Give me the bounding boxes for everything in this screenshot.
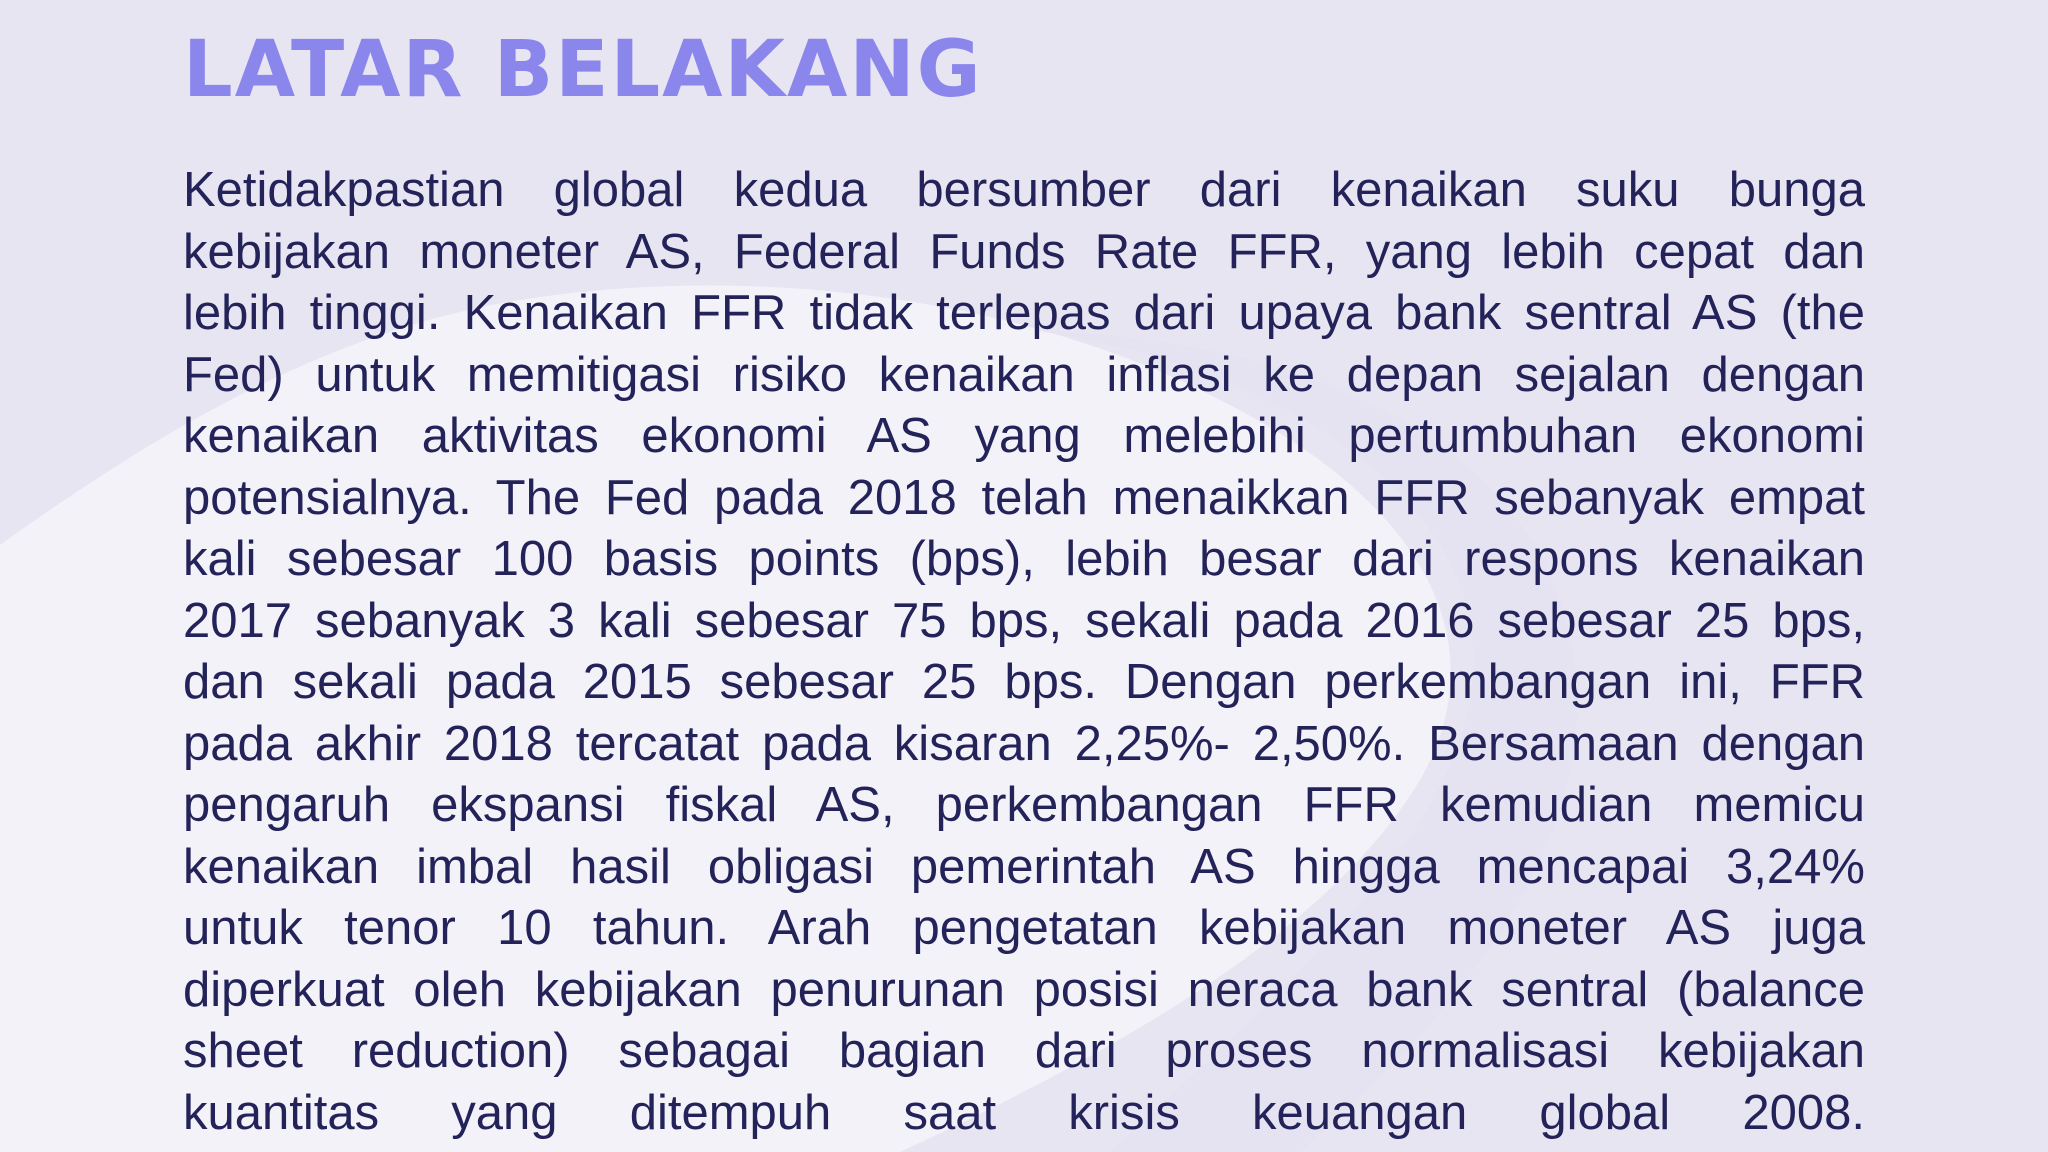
paragraph-line: dan sekali pada 2015 sebesar 25 bps. Dengan perkembangan ini, FFR: [183, 655, 1865, 709]
paragraph-line: sheet reduction) sebagai bagian dari proses normalisasi kebijakan: [183, 1024, 1865, 1078]
body-paragraph: [183, 160, 1865, 1144]
paragraph-line: kenaikan aktivitas ekonomi AS yang melebihi pertumbuhan ekonomi: [183, 409, 1865, 463]
paragraph-line: diperkuat oleh kebijakan penurunan posisi neraca bank sentral (balance: [183, 962, 1865, 1017]
paragraph-line: lebih tinggi. Kenaikan FFR tidak terlepas dari upaya bank sentral AS (the: [183, 286, 1865, 340]
paragraph-line: Ketidakpastian global kedua bersumber dari kenaikan suku bunga: [183, 163, 1865, 217]
paragraph-line: Fed) untuk memitigasi risiko kenaikan inflasi ke depan sejalan dengan: [183, 347, 1865, 402]
paragraph-line: pada akhir 2018 tercatat pada kisaran 2,25%- 2,50%. Bersamaan dengan: [183, 716, 1865, 771]
slide-title: LATAR BELAKANG: [183, 25, 983, 115]
paragraph-line: kebijakan moneter AS, Federal Funds Rate FFR, yang lebih cepat dan: [183, 224, 1865, 279]
paragraph-line: 2017 sebanyak 3 kali sebesar 75 bps, sekali pada 2016 sebesar 25 bps,: [183, 593, 1865, 648]
paragraph-line: potensialnya. The Fed pada 2018 telah menaikkan FFR sebanyak empat: [183, 470, 1865, 525]
paragraph-line: kenaikan imbal hasil obligasi pemerintah AS hingga mencapai 3,24%: [183, 839, 1865, 894]
paragraph-line: kali sebesar 100 basis points (bps), lebih besar dari respons kenaikan: [183, 532, 1865, 586]
paragraph-line: pengaruh ekspansi fiskal AS, perkembangan FFR kemudian memicu: [183, 778, 1865, 832]
slide-content: [183, 24, 1865, 1144]
paragraph-line: kuantitas yang ditempuh saat krisis keuangan global 2008.: [183, 1085, 1865, 1140]
paragraph-line: untuk tenor 10 tahun. Arah pengetatan kebijakan moneter AS juga: [183, 901, 1865, 955]
